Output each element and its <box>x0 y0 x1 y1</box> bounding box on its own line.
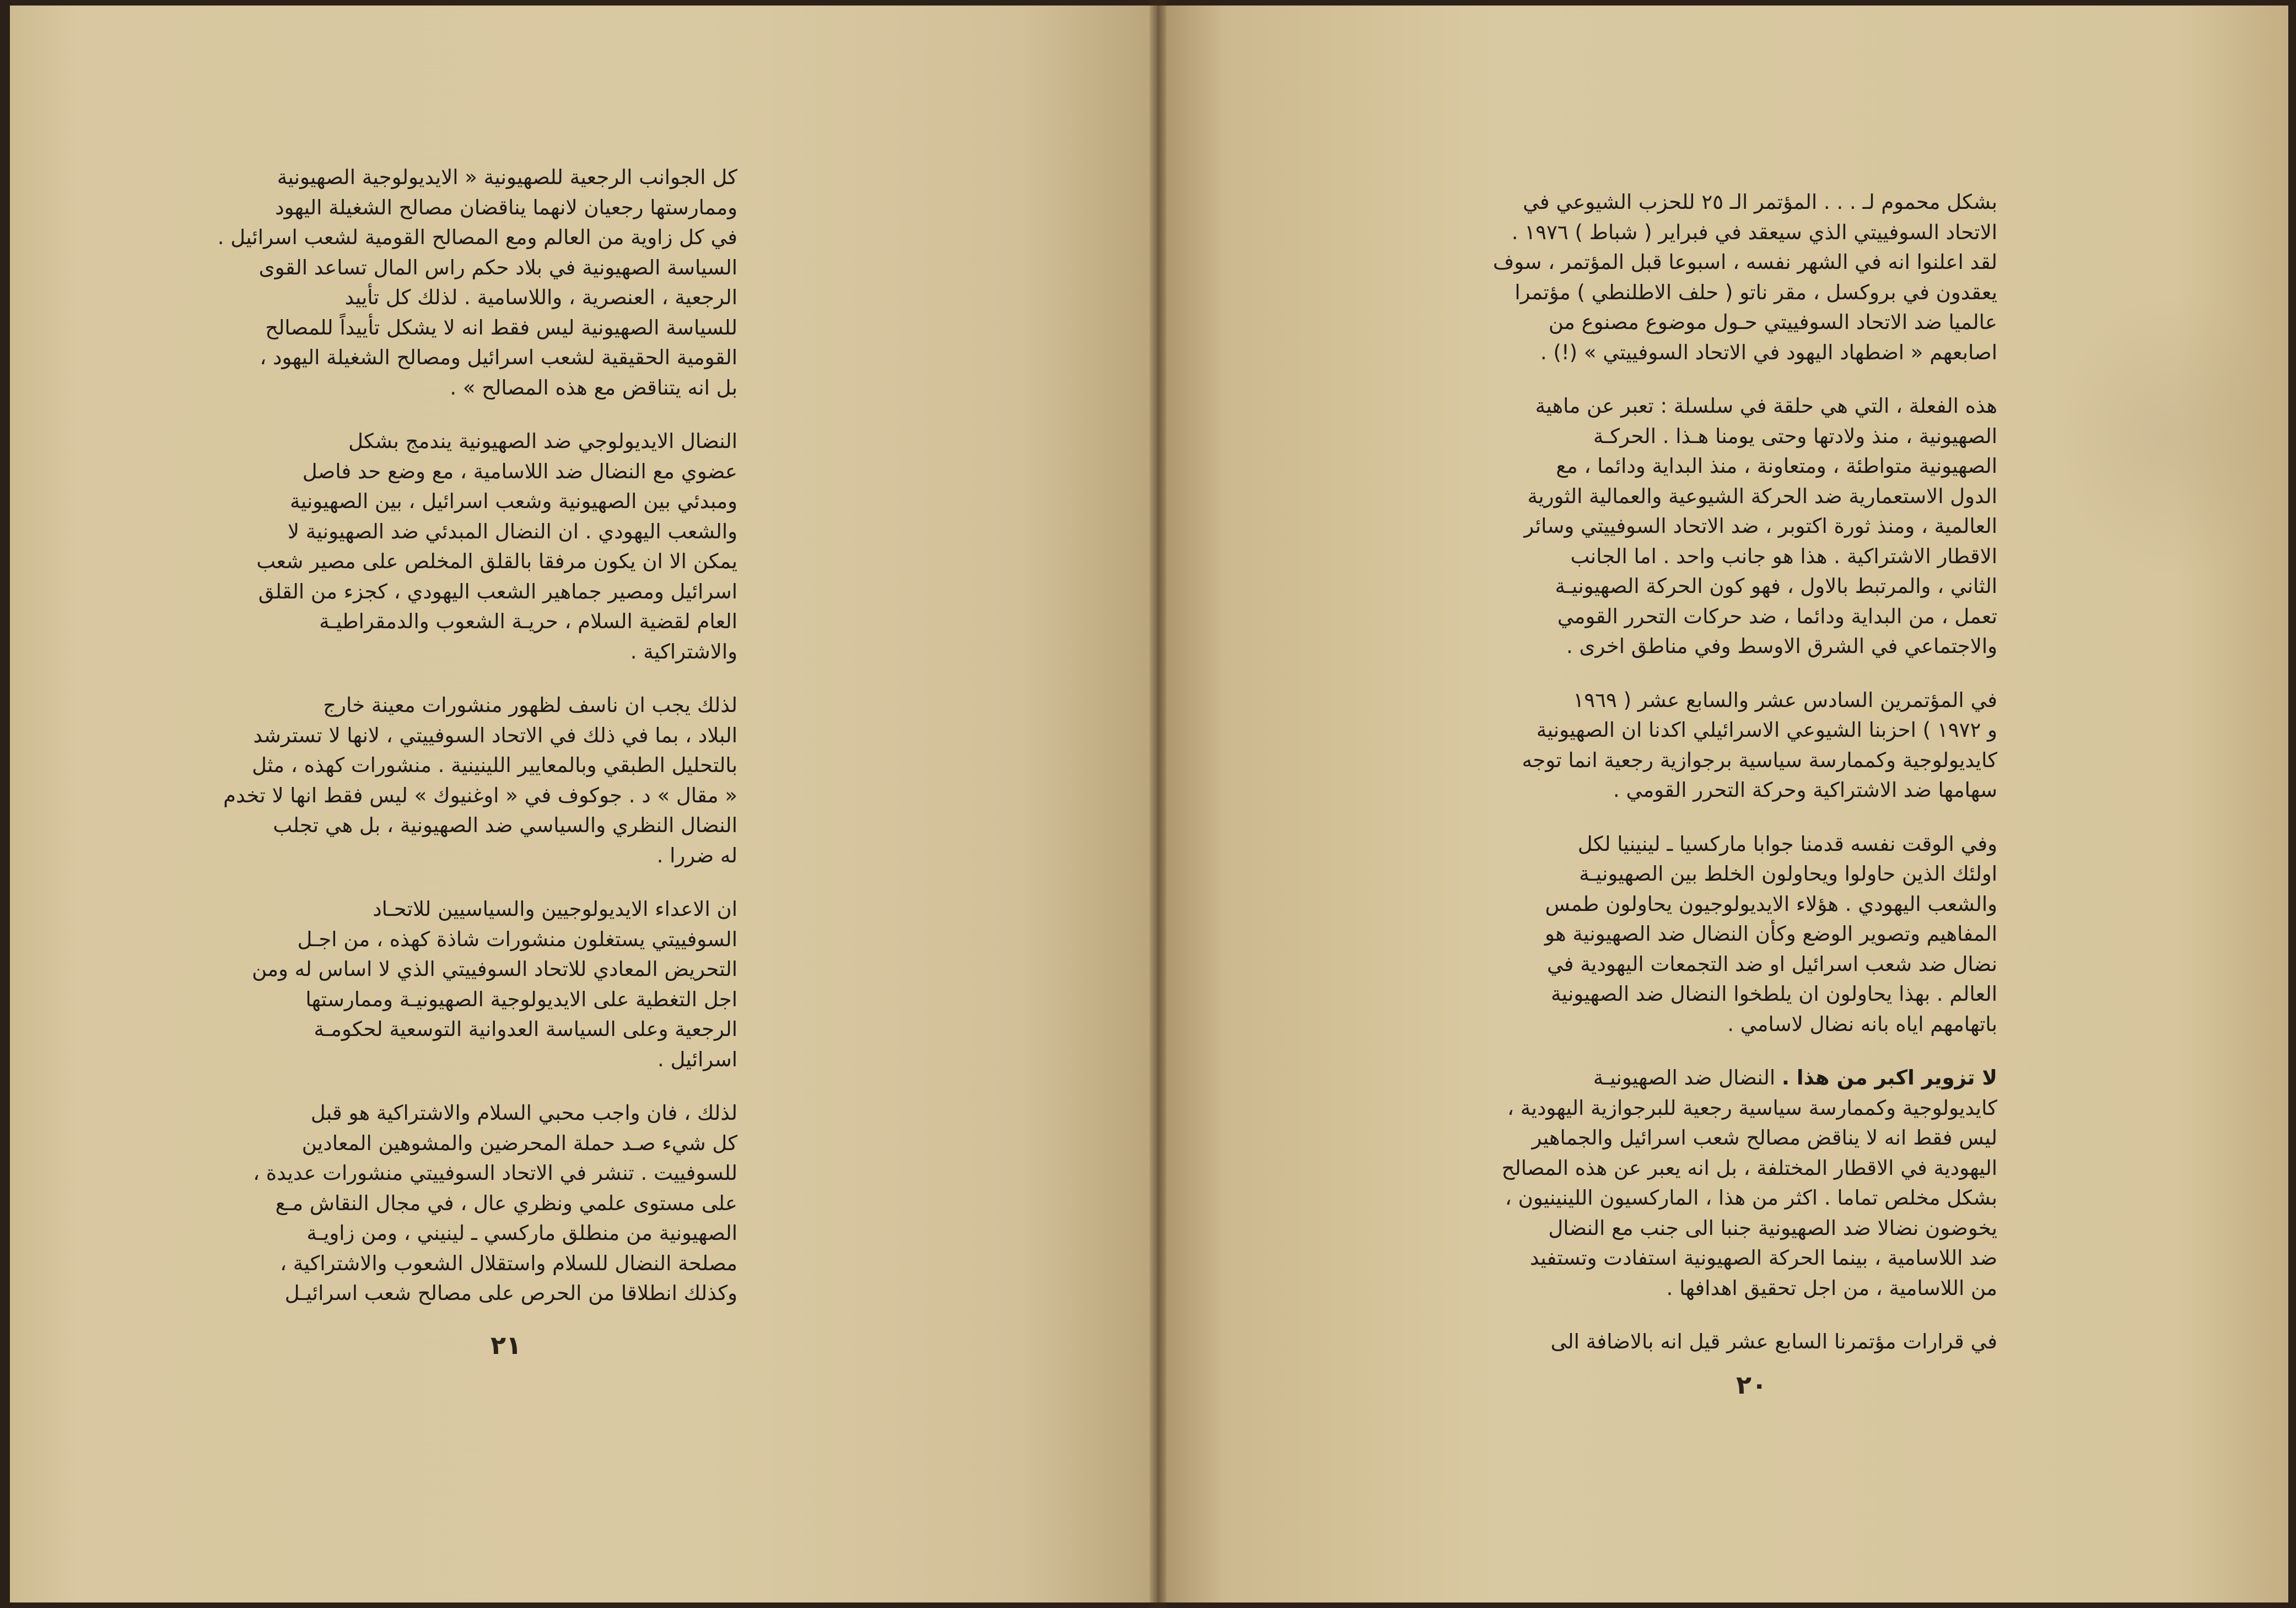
show-through-shadow <box>2050 292 2282 579</box>
paragraph <box>109 690 737 871</box>
left-page-text-column <box>109 163 737 1332</box>
paragraph-text: ان الاعداء الايديولوجيين والسياسيين للاتحـاد السوفييتي يستغلون منشورات شاذة كهذه ، من اجـل التحريض المعادي للاتحاد السوفييتي الذي لا اساس له ومن اجل التغطية على الايديولوجية الصهيونيـة وممارستها الرجعية وعلى السياسة العدوانية التوسعية لحكومـة اسرائيل . <box>252 897 737 1071</box>
page-number: ٢١ <box>491 1330 522 1360</box>
paragraph-text: النضال الايديولوجي ضد الصهيونية يندمج بشكل عضوي مع النضال ضد اللاسامية ، مع وضع حد فاصل ومبدئي بين الصهيونية وشعب اسرائيل ، بين الصهيونية والشعب اليهودي . ان النضال المبدئي ضد الصهيونية لا يمكن الا ان يكون مرفقا بالقلق المخلص على مصير شعب اسرائيل ومصير جماهير الشعب اليهودي ، كجزء من القلق العام لقضية السلام ، حريـة الشعوب والدمقراطيـة والاشتراكية . <box>256 429 737 663</box>
paragraph <box>1365 187 1997 368</box>
page-number: ٢٠ <box>1736 1370 1767 1400</box>
right-page <box>1157 6 2288 1602</box>
paragraph-text: في المؤتمرين السادس عشر والسابع عشر ( ١٩٦٩ و ١٩٧٢ ) احزبنا الشيوعي الاسرائيلي اكدنا ان الصهيونية كايديولوجية وكممارسة سياسية برجوازية رجعية انما توجه سهامها ضد الاشتراكية وحركة التحرر القومي . <box>1522 688 1997 802</box>
left-page <box>10 6 1157 1602</box>
paragraph <box>109 427 737 667</box>
paragraph <box>1365 829 1997 1040</box>
paragraph-text: بشكل محموم لـ . . . المؤتمر الـ ٢٥ للحزب الشيوعي في الاتحاد السوفييتي الذي سيعقد في فبراير ( شباط ) ١٩٧٦ . لقد اعلنوا انه في الشهر نفسه ، اسبوعا قبل المؤتمر ، سوف يعقدون في بروكسل ، مقر ناتو ( حلف الاطلنطي ) مؤتمرا عالميا ضد الاتحاد السوفييتي حـول موضوع مصنوع من اصابعهم « اضطهاد اليهود في الاتحاد السوفييتي » (!) . <box>1492 190 1997 364</box>
paragraph-text: النضال ضد الصهيونيـة كايديولوجية وكممارسة سياسية رجعية للبرجوازية اليهودية ، ليس فقط انه لا يناقض مصالح شعب اسرائيل والجماهير اليهودية في الاقطار المختلفة ، بل انه يعبر عن هذه المصالح بشكل مخلص تماما . اكثر من هذا ، الماركسيون اللينينيون ، يخوضون نضالا ضد الصهيونية جنبا الى جنب مع النضال ضد اللاسامية ، بينما الحركة الصهيونية استفادت وتستفيد من اللاسامية ، من اجل تحقيق اهدافها . <box>1501 1066 1997 1300</box>
paragraph-text: لذلك ، فان واجب محبي السلام والاشتراكية هو قبل كل شيء صـد حملة المحرضين والمشوهين المعادين للسوفييت . تنشر في الاتحاد السوفييتي منشورات عديدة ، على مستوى علمي ونظري عال ، في مجال النقاش مـع الصهيونية من منطلق ماركسي ـ لينيني ، ومن زاويـة مصلحة النضال للسلام واستقلال الشعوب والاشتراكية ، وكذلك انطلاقا من الحرص على مصالح شعب اسرائيـل <box>253 1101 737 1305</box>
paragraph-text: لذلك يجب ان ناسف لظهور منشورات معينة خارج البلاد ، بما في ذلك في الاتحاد السوفييتي ، لانها لا تسترشد بالتحليل الطبقي وبالمعايير اللينينية . منشورات كهذه ، مثل « مقال » د . جوكوف في « اوغنيوك » ليس فقط انها لا تخدم النضال النظري والسياسي ضد الصهيونية ، بل هي تجلب له ضررا . <box>223 693 737 867</box>
paragraph <box>1365 1327 1997 1357</box>
right-page-text-column <box>1365 187 1997 1381</box>
paragraph-text: كل الجوانب الرجعية للصهيونية « الايديولوجية الصهيونية وممارستها رجعيان لانهما يناقضان مصالح الشغيلة اليهود في كل زاوية من العالم ومع المصالح القومية لشعب اسرائيل . السياسة الصهيونية في بلاد حكم راس المال تساعد القوى الرجعية ، العنصرية ، واللاسامية . لذلك كل تأييد للسياسة الصهيونية ليس فقط انه لا يشكل تأييداً للمصالح القومية الحقيقية لشعب اسرائيل ومصالح الشغيلة اليهود ، بل انه يتناقض مع هذه المصالح » . <box>217 165 737 400</box>
paragraph <box>1365 686 1997 806</box>
paragraph-lead-bold: لا تزوير اكبر من هذا . <box>1781 1066 1997 1089</box>
paragraph-text: في قرارات مؤتمرنا السابع عشر قيل انه بالاضافة الى <box>1550 1330 1997 1353</box>
paragraph <box>109 1098 737 1309</box>
paragraph <box>109 163 737 403</box>
paragraph-text: وفي الوقت نفسه قدمنا جوابا ماركسيا ـ لينينيا لكل اولئك الذين حاولوا ويحاولون الخلط بين الصهيونيـة والشعب اليهودي . هؤلاء الايديولوجيون يحاولون طمس المفاهيم وتصوير الوضع وكأن النضال ضد الصهيونية هو نضال ضد شعب اسرائيل او ضد التجمعات اليهودية في العالم . بهذا يحاولون ان يلطخوا النضال ضد الصهيونية باتهامهم اياه بانه نضال لاسامي . <box>1544 832 1997 1036</box>
book-spine-gutter <box>1150 0 1166 1608</box>
paragraph-text: هذه الفعلة ، التي هي حلقة في سلسلة : تعبر عن ماهية الصهيونية ، منذ ولادتها وحتى يومنا هـذا . الحركـة الصهيونية متواطئة ، ومتعاونة ، منذ البداية ودائما ، مع الدول الاستعمارية ضد الحركة الشيوعية والعمالية الثورية العالمية ، ومنذ ثورة اكتوبر ، ضد الاتحاد السوفييتي وسائر الاقطار الاشتراكية . هذا هو جانب واحد . اما الجانب الثاني ، والمرتبط بالاول ، فهو كون الحركة الصهيونيـة تعمل ، من البداية ودائما ، ضد حركات التحرر القومي والاجتماعي في الشرق الاوسط وفي مناطق اخرى . <box>1524 394 1997 658</box>
paragraph <box>1365 391 1997 662</box>
paragraph <box>1365 1063 1997 1303</box>
paragraph <box>109 894 737 1075</box>
